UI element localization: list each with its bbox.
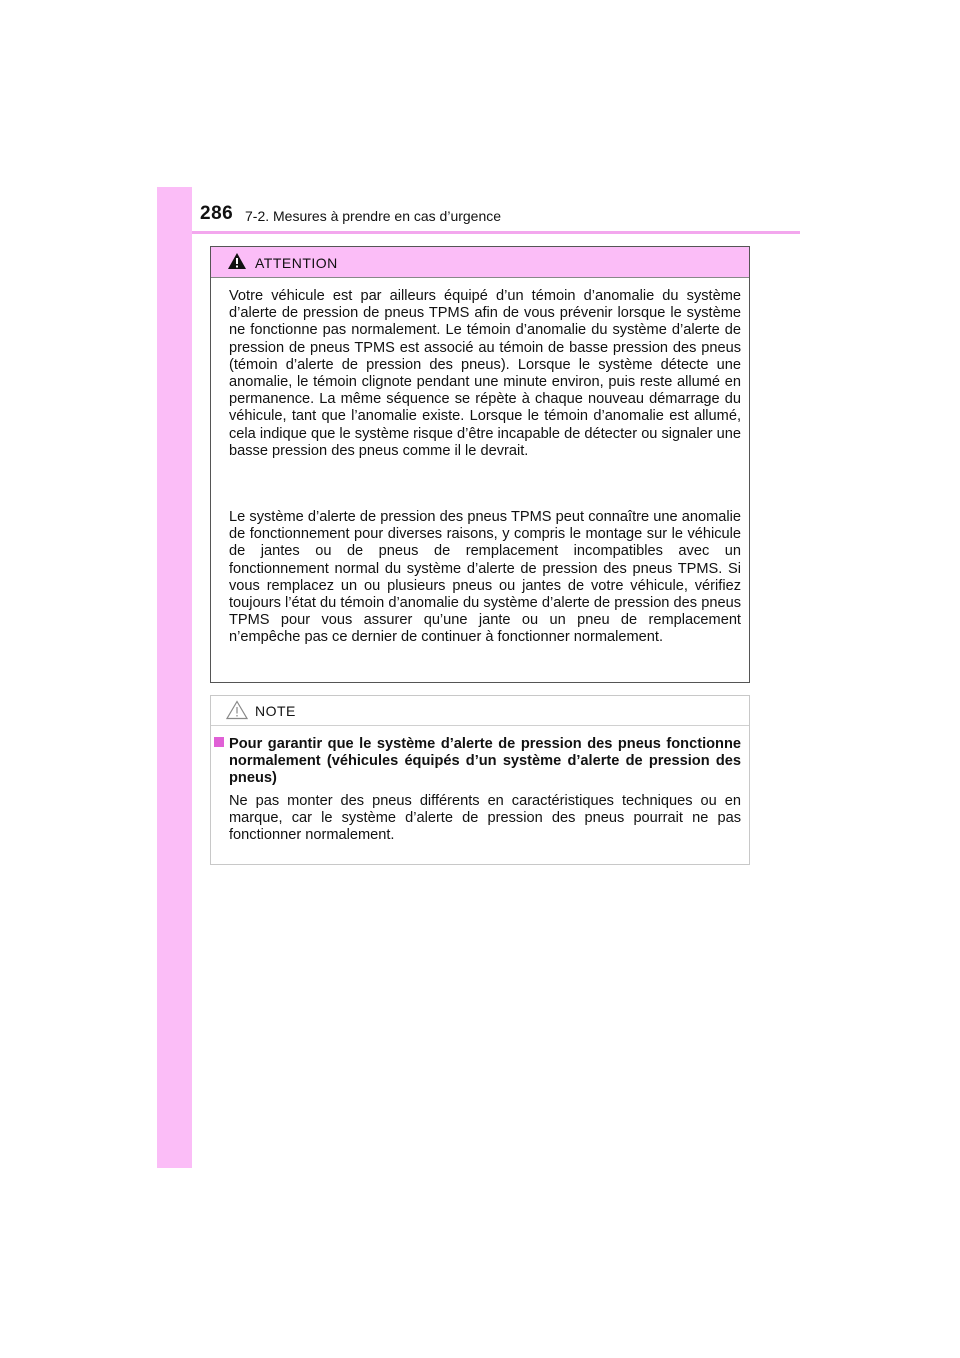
note-label: NOTE: [255, 703, 296, 719]
attention-box: [210, 246, 750, 683]
side-tab-band: [157, 187, 192, 1168]
note-text: Ne pas monter des pneus différents en caractéristiques techniques ou en marque, car le système d’alerte de pression des pneus pourrait ne pas fonctionner normalement.: [229, 793, 741, 844]
section-title: 7-2. Mesures à prendre en cas d’urgence: [245, 208, 502, 224]
attention-paragraph-2: Le système d’alerte de pression des pneus TPMS peut connaître une anomalie de fonctionnement pour diverses raisons, y compris le montage sur le véhicule de jantes ou de pneus de remplacement incompatibles avec un fonctionnement normal du système d’alerte de pression des pneus TPMS. Si vous remplacez un ou plusieurs pneus ou jantes de votre véhicule, vérifiez toujours l’état du témoin d’anomalie du système d’alerte de pression des pneus TPMS pour vous assurer qu’une jante ou un pneu de remplacement n’empêche pas ce dernier de continuer à fonctionner normalement.: [229, 509, 741, 646]
header-rule: [192, 231, 800, 234]
note-heading: Pour garantir que le système d’alerte de pression des pneus fonctionne normalement (véhicules équipés d’un système d’alerte de pression des pneus): [229, 736, 741, 787]
note-box: [210, 695, 750, 865]
bullet-square-icon: [214, 737, 224, 747]
warning-outline-triangle-icon: [226, 700, 248, 725]
attention-header: [211, 247, 749, 278]
page-number: 286: [200, 203, 234, 224]
note-header: [211, 696, 749, 726]
attention-paragraph-1: Votre véhicule est par ailleurs équipé d’un témoin d’anomalie du système d’alerte de pression de pneus TPMS afin de vous prévenir lorsque le système ne fonctionne pas normalement. Le témoin d’anomalie du système d’alerte de pression de pneus TPMS est associé au témoin de basse pression des pneus (témoin d’alerte de pression des pneus). Lorsque le système détecte une anomalie, le témoin clignote pendant une minute environ, puis reste allumé en permanence. La même séquence se répète à chaque nouveau démarrage du véhicule, tant que l’anomalie existe. Lorsque le témoin d’anomalie est allumé, cela indique que le système risque d’être incapable de détecter ou signaler une basse pression des pneus comme il le devrait.: [229, 288, 741, 459]
warning-filled-triangle-icon: [227, 252, 247, 275]
attention-label: ATTENTION: [255, 255, 338, 271]
